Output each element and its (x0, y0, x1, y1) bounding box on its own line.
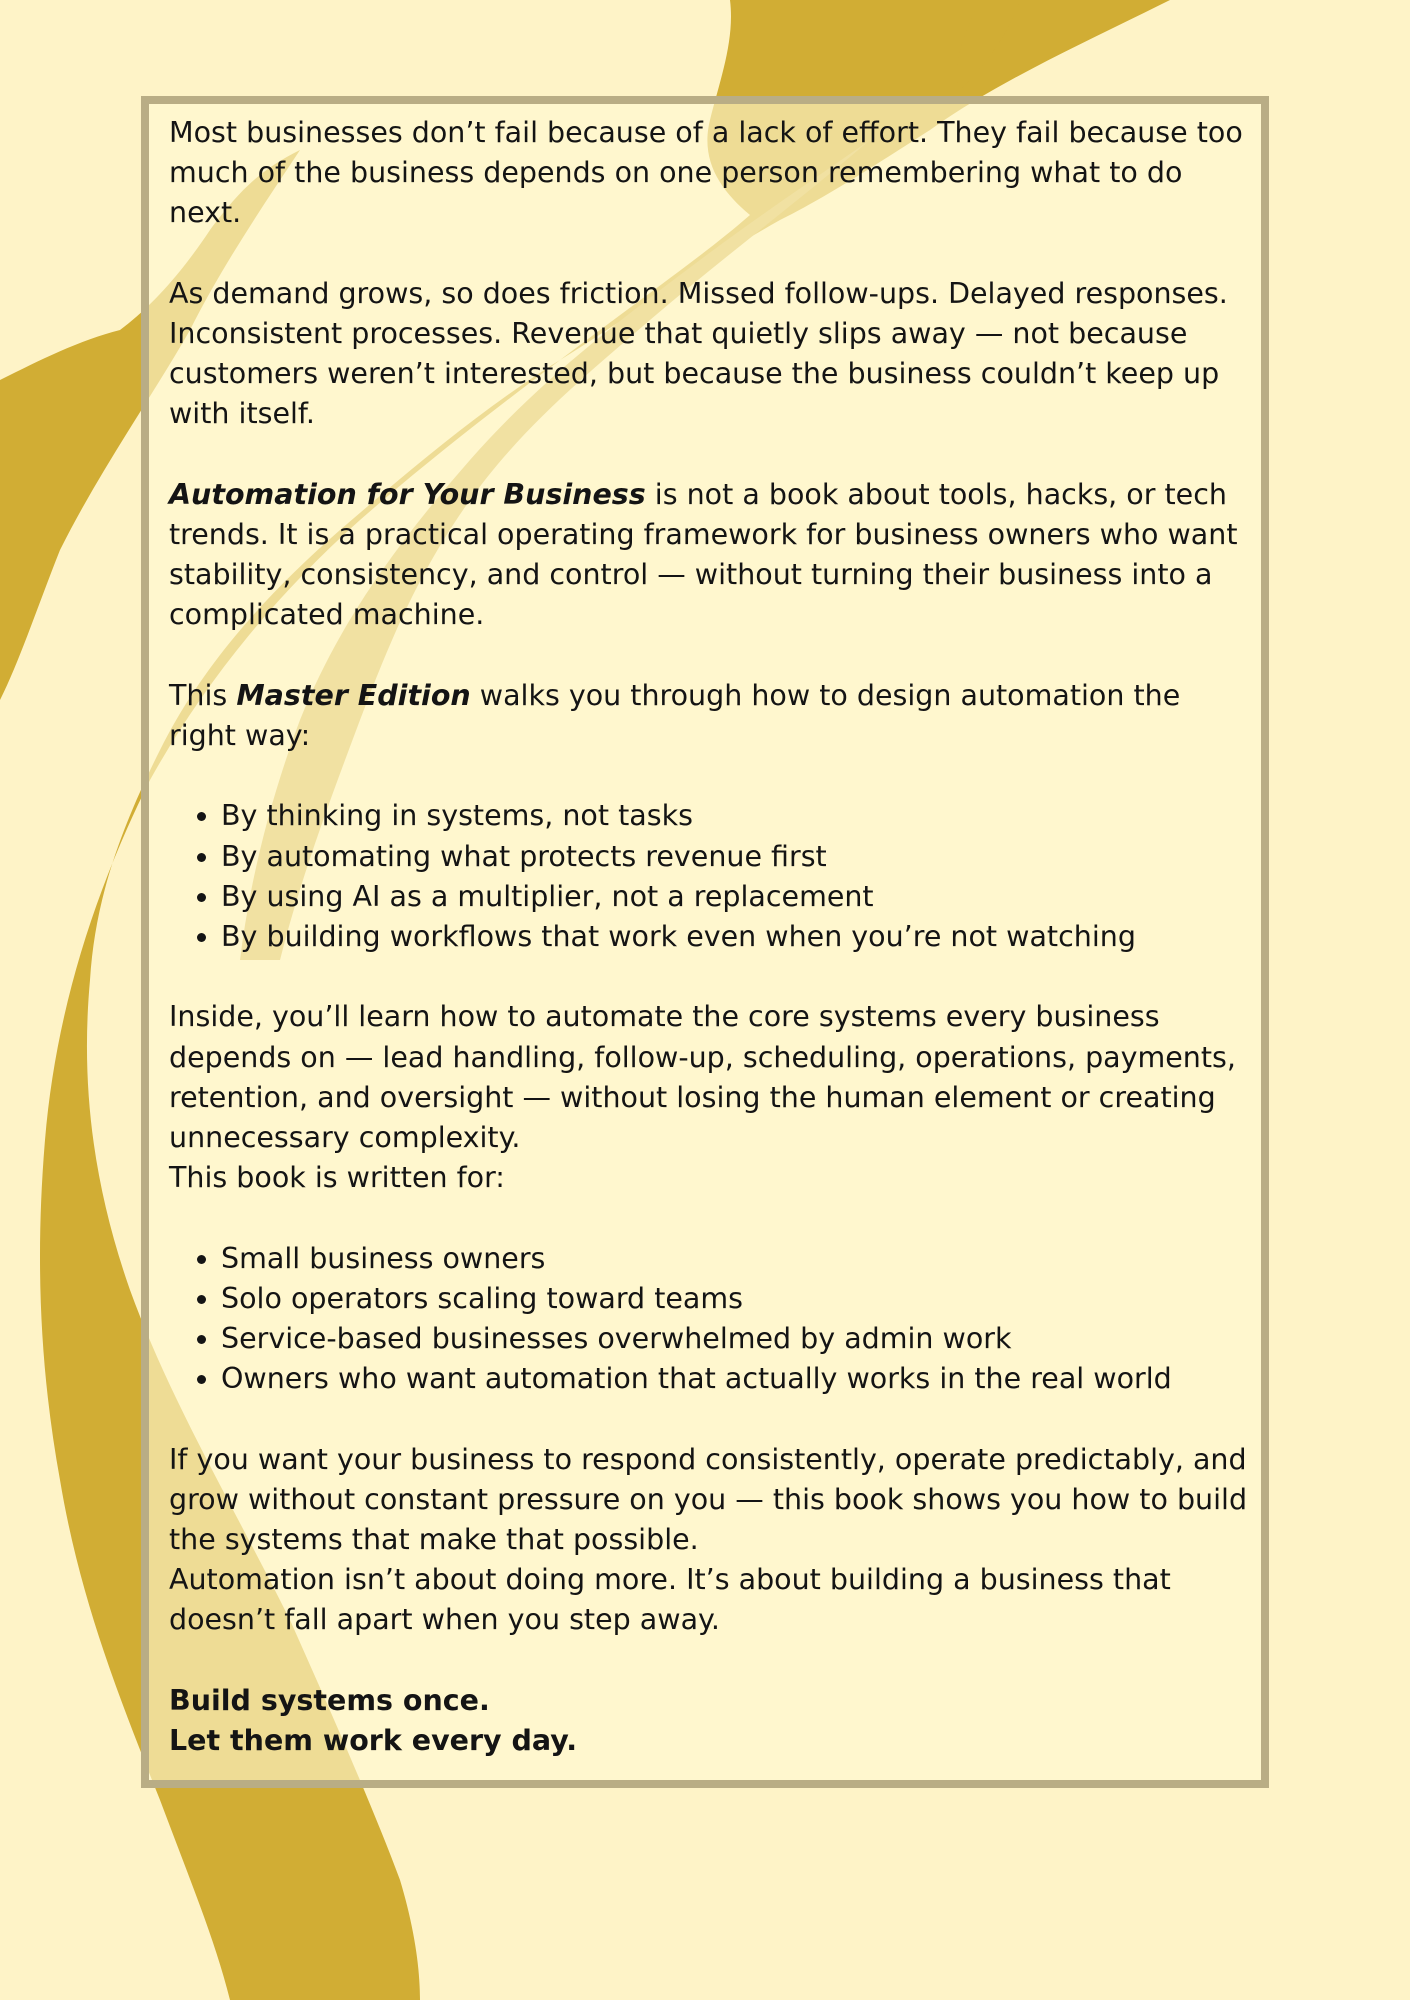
approach-list (169, 796, 1249, 957)
list-item: • By automating what protects revenue first (221, 837, 1249, 877)
intro-paragraph: Most businesses don’t fail because of a lack of effort. They fail because too much of the business depends on one person remembering what to do next. (169, 116, 1243, 230)
automation-paragraph: Automation isn’t about doing more. It’s about building a business that doesn’t fall apart when you step away. (169, 1563, 1171, 1637)
edition-paragraph (169, 676, 1249, 756)
edition-lead: This (169, 678, 237, 712)
list-item: • Solo operators scaling toward teams (221, 1279, 1249, 1319)
list-item: • Owners who want automation that actually works in the real world (221, 1359, 1249, 1399)
book-title: Automation for Your Business (169, 477, 646, 511)
closing-statement (169, 1681, 1249, 1761)
audience-list (169, 1239, 1249, 1400)
list-item: • By thinking in systems, not tasks (221, 796, 1249, 836)
list-item: • Service-based businesses overwhelmed by admin work (221, 1319, 1249, 1359)
inside-paragraph: Inside, you’ll learn how to automate the core systems every business depends on — lead handling, follow-up, scheduling, operations, payments, retention, and oversight — without losing the human element or creating unnecessary complexity. (169, 1000, 1236, 1154)
closing-line-1: Build systems once. (169, 1683, 490, 1717)
outcome-paragraph: If you want your business to respond consistently, operate predictably, and grow without constant pressure on you — this book shows you how to build the systems that make that possible. (169, 1442, 1248, 1556)
edition-text: walks you through how to design automation the right way: (169, 678, 1181, 752)
list-item: • By using AI as a multiplier, not a replacement (221, 877, 1249, 917)
list-item: • Small business owners (221, 1239, 1249, 1279)
framework-text: is not a book about tools, hacks, or tech trends. It is a practical operating framework for business owners who want stability, consistency, and control — without turning their business into a complicated machine. (169, 477, 1238, 632)
audience-intro: This book is written for: (169, 1161, 505, 1195)
closing-line-2: Let them work every day. (169, 1724, 578, 1757)
book-description (169, 113, 1249, 1761)
list-item: • By building workflows that work even when you’re not watching (221, 917, 1249, 957)
edition-name: Master Edition (236, 678, 471, 712)
framework-paragraph (169, 475, 1249, 636)
friction-paragraph: As demand grows, so does friction. Missed follow-ups. Delayed responses. Inconsistent processes. Revenue that quietly slips away — not because customers weren’t interested, but because the business couldn’t keep up with itself. (169, 276, 1228, 431)
